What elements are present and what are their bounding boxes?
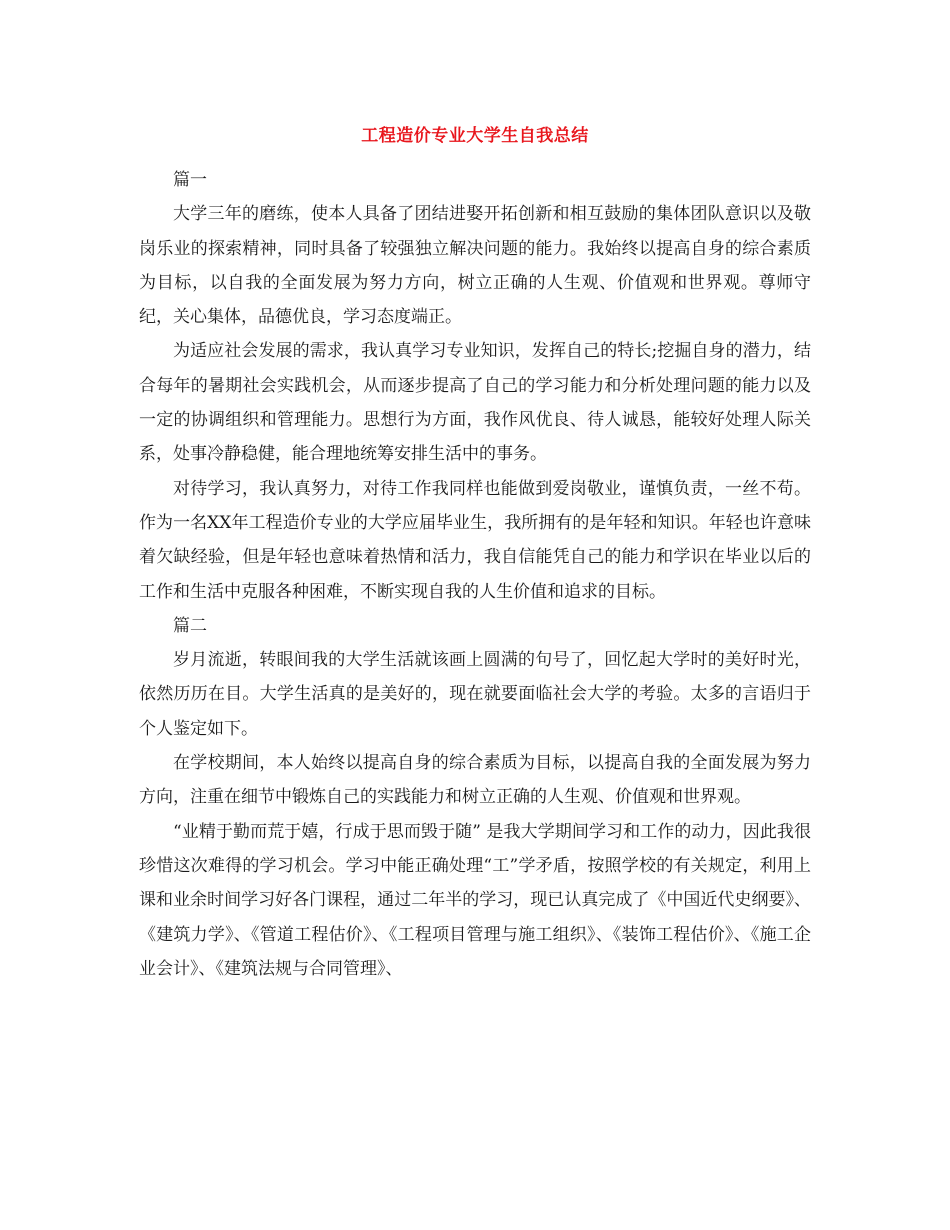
document-body (139, 163, 811, 986)
paragraph: 在学校期间，本人始终以提高自身的综合素质为目标，以提高自我的全面发展为努力方向，注重在细节中锻炼自己的实践能力和树立正确的人生观、价值观和世界观。 (139, 753, 811, 808)
paragraph: “业精于勤而荒于嬉，行成于思而毁于随” 是我大学期间学习和工作的动力，因此我很珍惜这次难得的学习机会。学习中能正确处理“工”学矛盾，按照学校的有关规定，利用上课和业余时间学习好各门课程，通过二年半的学习，现已认真完成了《中国近代史纲要》、《建筑力学》、《管道工程估价》、《工程项目管理与施工组织》、《装饰工程估价》、《施工企业会计》、《建筑法规与合同管理》、 (139, 821, 811, 979)
document-title: 工程造价专业大学生自我总结 (361, 126, 589, 146)
section-heading: 篇一 (173, 170, 207, 190)
section-heading: 篇二 (173, 615, 207, 636)
paragraph: 对待学习，我认真努力，对待工作我同样也能做到爱岗敬业，谨慎负责，一丝不苟。作为一名XX年工程造价专业的大学应届毕业生，我所拥有的是年轻和知识。年轻也许意味着欠缺经验，但是年轻也意味着热情和活力，我自信能凭自己的能力和学识在毕业以后的工作和生活中克服各种困难，不断实现自我的人生价值和追求的目标。 (139, 478, 811, 602)
paragraph: 为适应社会发展的需求，我认真学习专业知识，发挥自己的特长;挖掘自身的潜力，结合每年的暑期社会实践机会，从而逐步提高了自己的学习能力和分析处理问题的能力以及一定的协调组织和管理能力。思想行为方面，我作风优良、待人诚恳，能较好处理人际关系，处事冷静稳健，能合理地统筹安排生活中的事务。 (139, 341, 811, 465)
paragraph: 大学三年的磨练，使本人具备了团结进娶开拓创新和相互鼓励的集体团队意识以及敬岗乐业的探索精神，同时具备了较强独立解决问题的能力。我始终以提高自身的综合素质为目标，以自我的全面发展为努力方向，树立正确的人生观、价值观和世界观。尊师守纪，关心集体，品德优良，学习态度端正。 (139, 204, 811, 328)
paragraph: 岁月流逝，转眼间我的大学生活就该画上圆满的句号了，回忆起大学时的美好时光，依然历历在目。大学生活真的是美好的，现在就要面临社会大学的考验。太多的言语归于个人鉴定如下。 (139, 650, 811, 739)
